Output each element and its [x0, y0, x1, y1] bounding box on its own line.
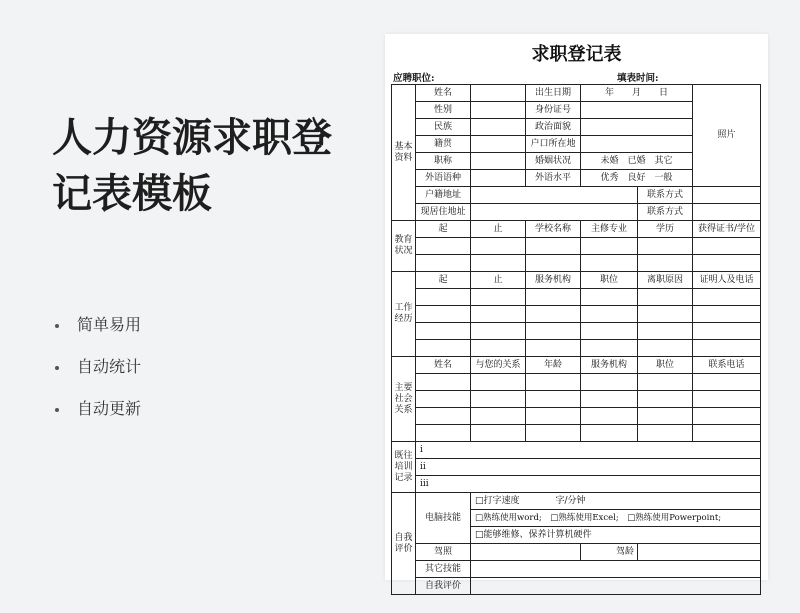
date-label: 填表时间: [617, 73, 659, 84]
column-header: 主修专业 [581, 221, 638, 238]
registration-table [391, 84, 761, 595]
cell[interactable] [638, 289, 693, 306]
headline-line-1: 人力资源求职登 [52, 115, 332, 161]
field-label-political: 政治面貌 [526, 119, 581, 136]
section-family: 主要社会关系 [392, 357, 416, 442]
field-label-hukou-addr: 户籍地址 [416, 187, 471, 204]
cell[interactable] [416, 306, 471, 323]
field-label-ethnicity: 民族 [416, 119, 471, 136]
column-header: 学校名称 [526, 221, 581, 238]
cell[interactable] [638, 425, 693, 442]
cell[interactable] [693, 238, 761, 255]
cell[interactable] [581, 408, 638, 425]
cell[interactable] [526, 306, 581, 323]
table-row [392, 289, 761, 306]
field-value[interactable] [471, 204, 638, 221]
table-row [392, 340, 761, 357]
cell[interactable] [638, 238, 693, 255]
cell[interactable] [638, 306, 693, 323]
cell[interactable] [638, 374, 693, 391]
field-value[interactable] [581, 136, 693, 153]
headline [52, 110, 372, 222]
table-row [392, 408, 761, 425]
column-header: 学历 [638, 221, 693, 238]
section-self: 自我评价 [392, 493, 416, 595]
field-value[interactable] [471, 119, 526, 136]
field-value[interactable] [581, 119, 693, 136]
cell[interactable] [416, 238, 471, 255]
cell[interactable] [416, 408, 471, 425]
section-work: 工作经历 [392, 272, 416, 357]
cell[interactable] [526, 425, 581, 442]
column-header: 姓名 [416, 357, 471, 374]
feature-item [55, 354, 141, 396]
table-row [392, 255, 761, 272]
cell[interactable] [526, 238, 581, 255]
column-header: 离职原因 [638, 272, 693, 289]
field-label-foreign-lang: 外语语种 [416, 170, 471, 187]
feature-label: 自动统计 [77, 357, 142, 376]
cell[interactable] [693, 289, 761, 306]
section-education: 教育状况 [392, 221, 416, 272]
cell[interactable] [471, 425, 526, 442]
cell[interactable] [693, 425, 761, 442]
cell[interactable] [638, 391, 693, 408]
feature-item [55, 312, 141, 354]
field-value[interactable] [471, 153, 526, 170]
form-title: 求职登记表 [531, 44, 622, 65]
column-header: 服务机构 [581, 357, 638, 374]
table-row [392, 238, 761, 255]
column-header: 止 [471, 221, 526, 238]
cell[interactable] [693, 374, 761, 391]
feature-label: 简单易用 [77, 315, 142, 334]
field-value[interactable] [581, 102, 693, 119]
cell[interactable] [526, 255, 581, 272]
field-value[interactable] [638, 544, 761, 561]
field-value[interactable] [471, 136, 526, 153]
office-skills-option[interactable]: □熟练使用word; □熟练使用Excel; □熟练使用Powerpoint; [471, 510, 761, 527]
section-training: 既往培训记录 [392, 442, 416, 493]
cell[interactable] [581, 289, 638, 306]
cell[interactable] [471, 323, 526, 340]
field-value[interactable] [471, 102, 526, 119]
bullet-dot-icon [55, 408, 59, 412]
cell[interactable] [581, 306, 638, 323]
photo-box: 照片 [693, 85, 761, 187]
field-label-marital: 婚姻状况 [526, 153, 581, 170]
column-header: 联系电话 [693, 357, 761, 374]
field-value[interactable] [471, 544, 581, 561]
cell[interactable] [471, 408, 526, 425]
cell[interactable] [471, 255, 526, 272]
field-label-native: 籍贯 [416, 136, 471, 153]
section-basic: 基本资料 [392, 85, 416, 221]
cell[interactable] [581, 340, 638, 357]
cell[interactable] [693, 408, 761, 425]
cell[interactable] [526, 323, 581, 340]
field-value[interactable] [471, 170, 526, 187]
marital-options[interactable]: 未婚 已婚 其它 [581, 153, 693, 170]
birth-date-value: 年 月 日 [581, 85, 693, 102]
license-label: 驾照 [416, 544, 471, 561]
cell[interactable] [471, 340, 526, 357]
column-header: 起 [416, 272, 471, 289]
field-value[interactable] [693, 187, 761, 204]
form-sheet [385, 34, 768, 591]
cell[interactable] [526, 340, 581, 357]
cell[interactable] [581, 323, 638, 340]
cell[interactable] [416, 323, 471, 340]
cell[interactable] [471, 289, 526, 306]
table-row [392, 391, 761, 408]
self-eval-label: 自我评价 [416, 578, 471, 595]
column-header: 止 [471, 272, 526, 289]
column-header: 起 [416, 221, 471, 238]
cell[interactable] [638, 340, 693, 357]
training-item[interactable]: i [416, 442, 761, 459]
cell[interactable] [416, 255, 471, 272]
field-label-birth: 出生日期 [526, 85, 581, 102]
feature-label: 自动更新 [77, 399, 142, 418]
cell[interactable] [471, 391, 526, 408]
cell[interactable] [471, 306, 526, 323]
field-value[interactable] [693, 204, 761, 221]
field-value[interactable] [471, 85, 526, 102]
cell[interactable] [638, 323, 693, 340]
cell[interactable] [581, 425, 638, 442]
cell[interactable] [416, 340, 471, 357]
cell[interactable] [581, 238, 638, 255]
position-label: 应聘职位: [393, 73, 435, 84]
feature-item [55, 396, 141, 438]
table-row [392, 374, 761, 391]
headline-line-2: 记表模板 [52, 171, 212, 217]
column-header: 服务机构 [526, 272, 581, 289]
field-label-title-rank: 职称 [416, 153, 471, 170]
typing-speed-option[interactable]: □打字速度 字/分钟 [471, 493, 761, 510]
column-header: 职位 [638, 357, 693, 374]
table-row [392, 323, 761, 340]
column-header: 与您的关系 [471, 357, 526, 374]
cell[interactable] [581, 374, 638, 391]
cell[interactable] [693, 323, 761, 340]
cell[interactable] [416, 425, 471, 442]
training-item[interactable]: ii [416, 459, 761, 476]
cell[interactable] [693, 391, 761, 408]
field-label-name: 姓名 [416, 85, 471, 102]
cell[interactable] [693, 306, 761, 323]
cell[interactable] [416, 374, 471, 391]
computer-skills-label: 电脑技能 [416, 493, 471, 544]
column-header: 证明人及电话 [693, 272, 761, 289]
column-header: 年龄 [526, 357, 581, 374]
field-label-current-addr: 现居住地址 [416, 204, 471, 221]
field-value[interactable] [471, 578, 761, 595]
training-item[interactable]: iii [416, 476, 761, 493]
cell[interactable] [638, 255, 693, 272]
field-value[interactable] [471, 561, 761, 578]
cell[interactable] [526, 289, 581, 306]
cell[interactable] [693, 340, 761, 357]
cell[interactable] [471, 238, 526, 255]
cell[interactable] [693, 255, 761, 272]
table-row [392, 425, 761, 442]
cell[interactable] [416, 391, 471, 408]
other-skills-label: 其它技能 [416, 561, 471, 578]
hardware-option[interactable]: □能够维修、保养计算机硬件 [471, 527, 761, 544]
cell[interactable] [526, 374, 581, 391]
field-label-hukou: 户口所在地 [526, 136, 581, 153]
field-label-gender: 性别 [416, 102, 471, 119]
field-label-id: 身份证号 [526, 102, 581, 119]
level-options[interactable]: 优秀 良好 一般 [581, 170, 693, 187]
bullet-dot-icon [55, 324, 59, 328]
column-header: 职位 [581, 272, 638, 289]
cell[interactable] [638, 408, 693, 425]
table-row [392, 306, 761, 323]
feature-list [55, 312, 141, 438]
cell[interactable] [526, 408, 581, 425]
field-label-contact: 联系方式 [638, 187, 693, 204]
bullet-dot-icon [55, 366, 59, 370]
cell[interactable] [471, 374, 526, 391]
drive-years-label: 驾龄 [581, 544, 638, 561]
cell[interactable] [581, 391, 638, 408]
column-header: 获得证书/学位 [693, 221, 761, 238]
cell[interactable] [526, 391, 581, 408]
cell[interactable] [581, 255, 638, 272]
cell[interactable] [416, 289, 471, 306]
field-value[interactable] [471, 187, 638, 204]
field-label-contact-2: 联系方式 [638, 204, 693, 221]
field-label-lang-level: 外语水平 [526, 170, 581, 187]
